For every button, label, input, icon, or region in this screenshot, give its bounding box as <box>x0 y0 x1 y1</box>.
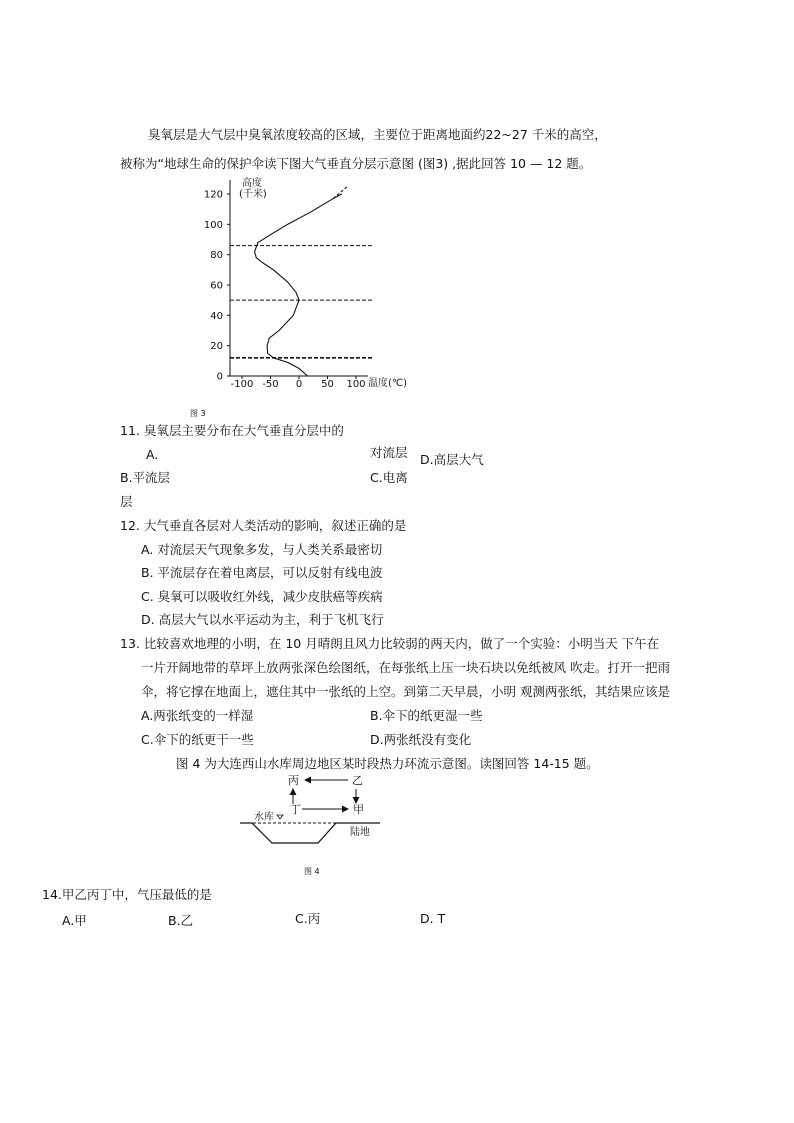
x-tick-label: 50 <box>321 379 334 390</box>
q14-option-b: B.乙 <box>168 913 194 928</box>
label-reservoir: 水库 <box>254 812 274 823</box>
label-land: 陆地 <box>350 827 370 838</box>
x-tick-label: -50 <box>262 379 279 390</box>
q11-option-a-text: 对流层 <box>370 445 408 460</box>
q13-option-d: D.两张纸没有变化 <box>370 732 472 747</box>
q13-option-b: B.伞下的纸更湿一些 <box>370 708 483 723</box>
y-axis-label-line1: 高度 <box>242 178 262 189</box>
x-axis-label: 温度(℃) <box>368 378 408 389</box>
q13-line-1: 13. 比较喜欢地理的小明，在 10 月晴朗且风力比较弱的两天内，做了一个实验：小明当天 下午在 <box>120 636 660 651</box>
y-tick-label: 100 <box>203 219 223 231</box>
y-ticks <box>204 189 230 382</box>
x-tick-label: 100 <box>346 379 366 390</box>
x-tick-label: -100 <box>230 379 254 390</box>
fig4-intro: 图 4 为大连西山水库周边地区某时段热力环流示意图。读图回答 14-15 题。 <box>176 756 599 771</box>
q12-stem: 12. 大气垂直各层对人类活动的影响，叙述正确的是 <box>120 518 407 533</box>
temperature-profile-line <box>255 194 342 376</box>
q11-option-c: C.电离 <box>370 470 408 485</box>
layer-boundary-lines <box>230 246 372 358</box>
x-ticks <box>231 376 366 390</box>
label-yi: 乙 <box>352 774 363 787</box>
q11-option-c-tail: 层 <box>120 494 133 509</box>
label-ding: 丁 <box>290 803 301 816</box>
fig4-caption: 图 4 <box>304 867 320 876</box>
y-tick-label: 20 <box>210 341 223 353</box>
temperature-profile-extension <box>333 186 347 198</box>
y-tick-label: 40 <box>210 310 223 322</box>
y-axis-label-line2: (千米) <box>239 189 267 200</box>
q14-option-a: A.甲 <box>62 913 87 928</box>
label-jia: 甲 <box>353 803 364 816</box>
thermal-circulation-diagram <box>230 768 390 880</box>
q13-option-c: C.伞下的纸更干一些 <box>141 732 254 747</box>
atmosphere-layer-chart <box>190 170 420 418</box>
x-tick-label: 0 <box>295 379 303 390</box>
q13-line-3: 伞，将它撑在地面上，遮住其中一张纸的上空。到第二天早晨，小明 观测两张纸，其结果应该是 <box>141 684 670 699</box>
q12-option-d: D. 高层大气以水平运动为主，利于飞机飞行 <box>141 612 384 627</box>
q14-option-c: C.丙 <box>295 911 321 926</box>
q12-option-c: C. 臭氧可以吸收红外线，减少皮肤癌等疾病 <box>141 589 383 604</box>
label-bing: 丙 <box>288 774 299 787</box>
intro-line-1: 臭氧层是大气层中臭氧浓度较高的区域，主要位于距离地面约22~27 千米的高空， <box>148 127 607 142</box>
q14-stem: 14.甲乙丙丁中，气压最低的是 <box>42 887 212 902</box>
q13-line-2: 一片开阔地带的草坪上放两张深色绘图纸，在每张纸上压一块石块以免纸被风 吹走。打开一把雨 <box>141 660 670 675</box>
q12-option-a: A. 对流层天气现象多发，与人类关系最密切 <box>141 542 383 557</box>
q11-option-b: B.平流层 <box>120 470 171 485</box>
q14-option-d: D. T <box>420 911 446 926</box>
q11-option-d: D.高层大气 <box>420 452 484 467</box>
y-tick-label: 80 <box>210 250 223 262</box>
fig3-caption: 图 3 <box>190 409 206 418</box>
q12-option-b: B. 平流层存在着电离层，可以反射有线电波 <box>141 565 383 580</box>
q13-option-a: A.两张纸变的一样湿 <box>141 708 254 723</box>
intro-line-2: 被称为“地球生命的保护伞读下图大气垂直分层示意图 (图3) ,据此回答 10 — 12 题。 <box>120 156 592 171</box>
water-mark-icon <box>277 815 283 819</box>
q11-option-a: A. <box>146 447 159 462</box>
y-tick-label: 120 <box>203 189 223 201</box>
y-tick-label: 0 <box>216 371 223 383</box>
q11-stem: 11. 臭氧层主要分布在大气垂直分层中的 <box>120 423 344 438</box>
y-tick-label: 60 <box>210 280 223 292</box>
y-axis-label <box>239 176 267 200</box>
temperature-curve <box>255 186 348 376</box>
